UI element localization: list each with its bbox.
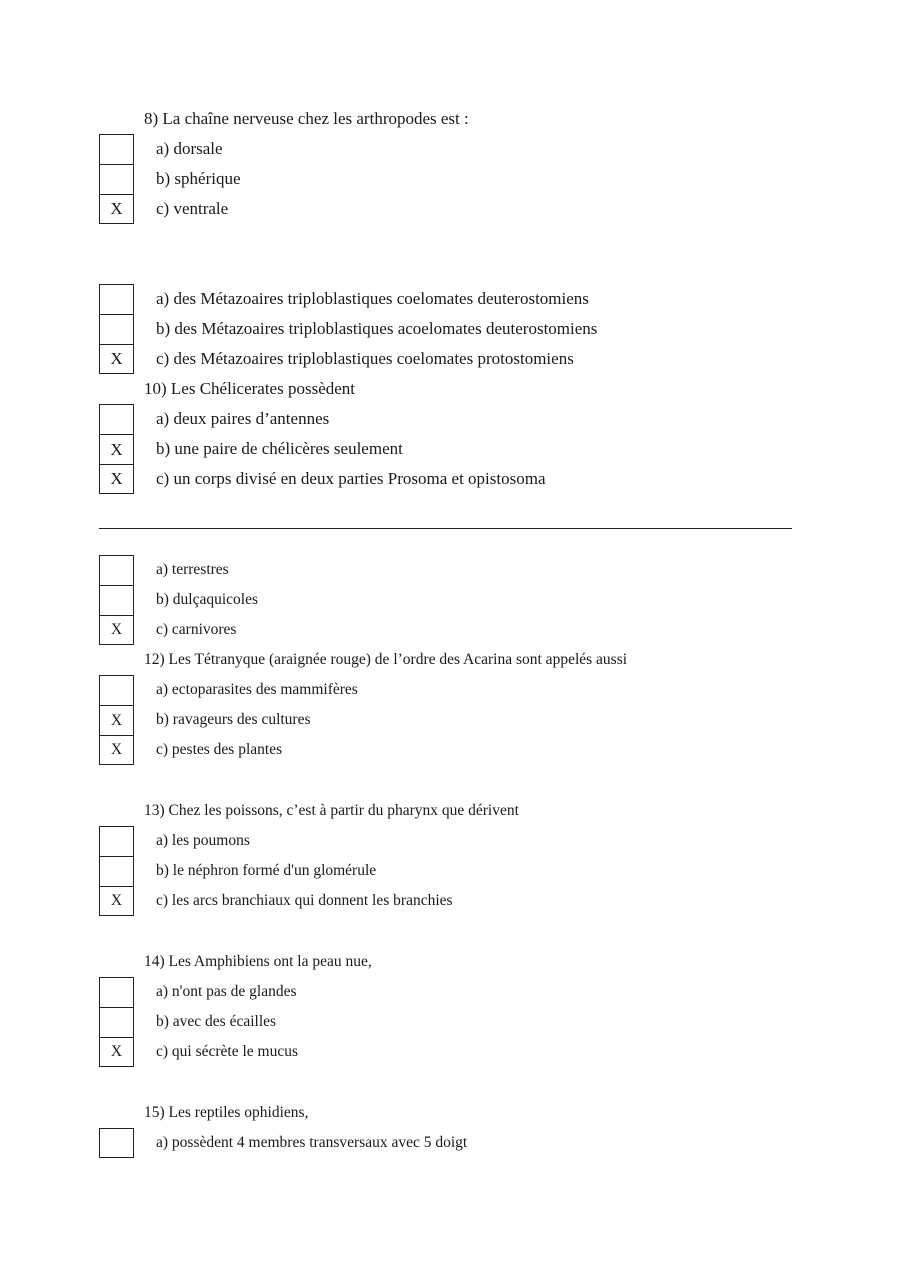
option-text: b) dulçaquicoles [156,591,259,608]
options-list [99,675,799,765]
options-list [99,404,799,494]
answer-checkbox[interactable] [100,164,134,194]
option-row [100,314,799,344]
option-row [100,1037,799,1067]
answer-checkbox[interactable] [100,314,134,344]
answer-checkbox[interactable] [100,1128,134,1158]
question-block [99,796,799,916]
option-row [100,434,799,464]
answer-checkbox[interactable] [100,284,134,314]
option-row [100,555,799,585]
option-text: c) les arcs branchiaux qui donnent les branchies [156,892,453,909]
answer-checkbox[interactable]: X [100,344,134,374]
answer-checkbox[interactable] [100,977,134,1007]
option-row [100,1128,799,1158]
answer-checkbox[interactable] [100,585,134,615]
question-title: 10) Les Chélicerates possèdent [144,379,356,398]
options-list [99,826,799,916]
options-list [99,555,799,645]
option-row [100,977,799,1007]
option-text: b) ravageurs des cultures [156,711,311,728]
option-text: c) un corps divisé en deux parties Prosoma et opistosoma [156,469,546,488]
option-text: c) carnivores [156,621,237,638]
option-row [100,134,799,164]
option-text: c) qui sécrète le mucus [156,1043,299,1060]
question-block [99,947,799,1067]
question-block [99,284,799,374]
question-block [99,1098,799,1158]
answer-checkbox[interactable]: X [100,434,134,464]
horizontal-rule [99,528,792,529]
option-text: b) une paire de chélicères seulement [156,439,403,458]
answer-checkbox[interactable] [100,1007,134,1037]
option-text: c) pestes des plantes [156,741,283,758]
option-text: a) des Métazoaires triploblastiques coelomates deuterostomiens [156,289,589,308]
option-row [100,826,799,856]
option-row [100,585,799,615]
option-row [100,735,799,765]
option-row [100,615,799,645]
question-title: 14) Les Amphibiens ont la peau nue, [144,953,372,970]
option-row [100,886,799,916]
answer-checkbox[interactable]: X [100,735,134,765]
answer-checkbox[interactable]: X [100,1037,134,1067]
option-row [100,464,799,494]
question-title: 13) Chez les poissons, c’est à partir du pharynx que dérivent [144,802,519,819]
answer-checkbox[interactable]: X [100,886,134,916]
option-text: a) les poumons [156,832,250,849]
option-text: a) n'ont pas de glandes [156,983,297,1000]
option-text: a) ectoparasites des mammifères [156,681,358,698]
answer-checkbox[interactable] [100,826,134,856]
answer-checkbox[interactable]: X [100,194,134,224]
options-list [99,134,799,224]
question-title: 12) Les Tétranyque (araignée rouge) de l’ordre des Acarina sont appelés aussi [144,651,628,668]
answer-checkbox[interactable]: X [100,615,134,645]
answer-checkbox[interactable]: X [100,464,134,494]
option-text: c) ventrale [156,199,229,218]
option-row [100,404,799,434]
options-list [99,284,799,374]
option-row [100,675,799,705]
option-text: b) avec des écailles [156,1013,277,1030]
answer-checkbox[interactable] [100,404,134,434]
answer-checkbox[interactable]: X [100,705,134,735]
answer-checkbox[interactable] [100,856,134,886]
answer-checkbox[interactable] [100,675,134,705]
option-row [100,344,799,374]
question-block [99,555,799,645]
option-row [100,1007,799,1037]
question-block [99,645,799,765]
option-row [100,284,799,314]
question-block [99,374,799,494]
option-text: c) des Métazoaires triploblastiques coelomates protostomiens [156,349,574,368]
question-title: 8) La chaîne nerveuse chez les arthropodes est : [144,109,469,128]
option-row [100,705,799,735]
question-title: 15) Les reptiles ophidiens, [144,1104,309,1121]
option-row [100,194,799,224]
option-text: a) terrestres [156,561,229,578]
option-text: a) possèdent 4 membres transversaux avec 5 doigt [156,1134,468,1151]
option-row [100,856,799,886]
options-list [99,1128,799,1158]
option-text: b) le néphron formé d'un glomérule [156,862,377,879]
option-text: a) deux paires d’antennes [156,409,330,428]
option-row [100,164,799,194]
options-list [99,977,799,1067]
answer-checkbox[interactable] [100,555,134,585]
option-text: b) des Métazoaires triploblastiques acoelomates deuterostomiens [156,319,598,338]
option-text: a) dorsale [156,139,223,158]
answer-checkbox[interactable] [100,134,134,164]
option-text: b) sphérique [156,169,241,188]
question-block [99,104,799,224]
